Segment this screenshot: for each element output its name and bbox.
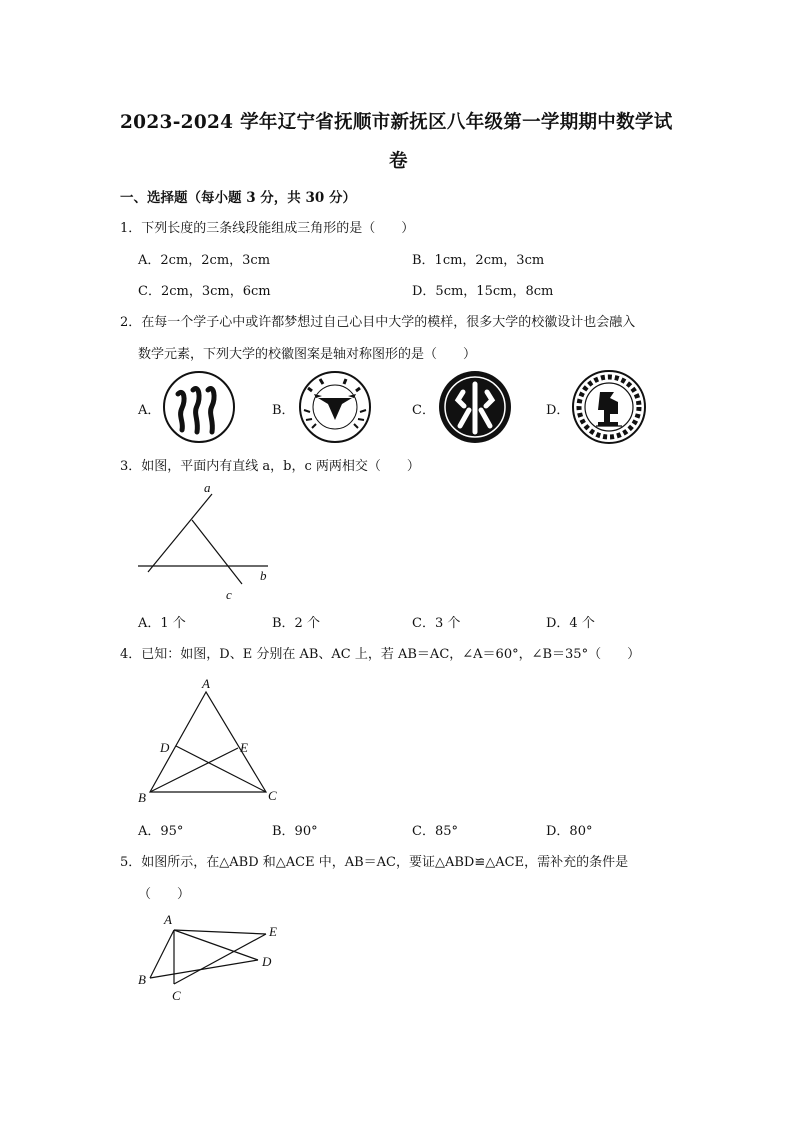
label-a: a bbox=[204, 480, 211, 495]
q2-option-b-letter: B． bbox=[272, 403, 295, 418]
segment-ce bbox=[174, 934, 266, 984]
question-4-stem: 4．已知：如图，D、E 分别在 AB、AC 上，若 AB＝AC，∠A＝60°，∠B＝35°（ ） bbox=[120, 647, 641, 662]
label-E: E bbox=[240, 740, 248, 755]
q4-option-c: C．85° bbox=[412, 824, 458, 839]
question-2-stem-line-1: 2．在每一个学子心中或许都梦想过自己心目中大学的模样，很多大学的校徽设计也会融入 bbox=[120, 315, 636, 330]
q1-option-c: C．2cm，3cm，6cm bbox=[138, 284, 271, 299]
line-c bbox=[192, 520, 242, 584]
q5-triangles-figure bbox=[130, 908, 290, 1008]
q4-option-a: A．95° bbox=[138, 824, 184, 839]
q3-option-d: D．4 个 bbox=[546, 616, 595, 631]
question-3-stem: 3．如图，平面内有直线 a，b，c 两两相交（ ） bbox=[120, 459, 420, 474]
section-heading: 一、选择题（每小题 3 分，共 30 分） bbox=[120, 190, 356, 206]
segment-bd bbox=[150, 960, 258, 978]
emblem-c-icon bbox=[436, 370, 514, 444]
q3-option-a: A．1 个 bbox=[138, 616, 186, 631]
segment-ab bbox=[150, 930, 174, 978]
q3-option-b: B．2 个 bbox=[272, 616, 320, 631]
label-B: B bbox=[138, 790, 146, 805]
q2-option-d-letter: D． bbox=[546, 403, 570, 418]
q3-lines-figure bbox=[130, 480, 280, 605]
label-A: A bbox=[202, 676, 210, 691]
label-C: C bbox=[172, 988, 181, 1003]
label-D: D bbox=[262, 954, 272, 969]
title-line-2: 卷 bbox=[389, 151, 408, 172]
question-2-stem-line-2: 数学元素，下列大学的校徽图案是轴对称图形的是（ ） bbox=[138, 347, 477, 362]
label-A: A bbox=[164, 912, 172, 927]
q4-option-b: B．90° bbox=[272, 824, 318, 839]
label-E: E bbox=[269, 924, 277, 939]
label-b: b bbox=[260, 568, 267, 583]
q1-option-a: A．2cm，2cm，3cm bbox=[138, 253, 271, 268]
q1-option-d: D．5cm，15cm，8cm bbox=[412, 284, 554, 299]
q4-option-d: D．80° bbox=[546, 824, 593, 839]
q4-triangle-figure bbox=[130, 672, 290, 812]
label-D: D bbox=[160, 740, 170, 755]
q2-option-a-letter: A． bbox=[138, 403, 161, 418]
label-C: C bbox=[268, 788, 277, 803]
emblem-a-icon bbox=[160, 370, 238, 444]
label-c: c bbox=[226, 587, 232, 602]
q2-option-c-letter: C． bbox=[412, 403, 435, 418]
question-1-stem: 1．下列长度的三条线段能组成三角形的是（ ） bbox=[120, 221, 415, 236]
title-line-1: 2023-2024 学年辽宁省抚顺市新抚区八年级第一学期期中数学试 bbox=[120, 112, 673, 133]
q3-option-c: C．3 个 bbox=[412, 616, 461, 631]
q1-option-b: B．1cm，2cm，3cm bbox=[412, 253, 545, 268]
label-B: B bbox=[138, 972, 146, 987]
emblem-b-icon bbox=[296, 370, 374, 444]
question-5-stem-line-1: 5．如图所示，在△ABD 和△ACE 中，AB＝AC，要证△ABD≌△ACE，需补充的条件是 bbox=[120, 855, 629, 870]
segment-ae bbox=[174, 930, 266, 934]
question-5-stem-line-2: （ ） bbox=[138, 887, 191, 902]
emblem-d-icon bbox=[570, 370, 648, 444]
